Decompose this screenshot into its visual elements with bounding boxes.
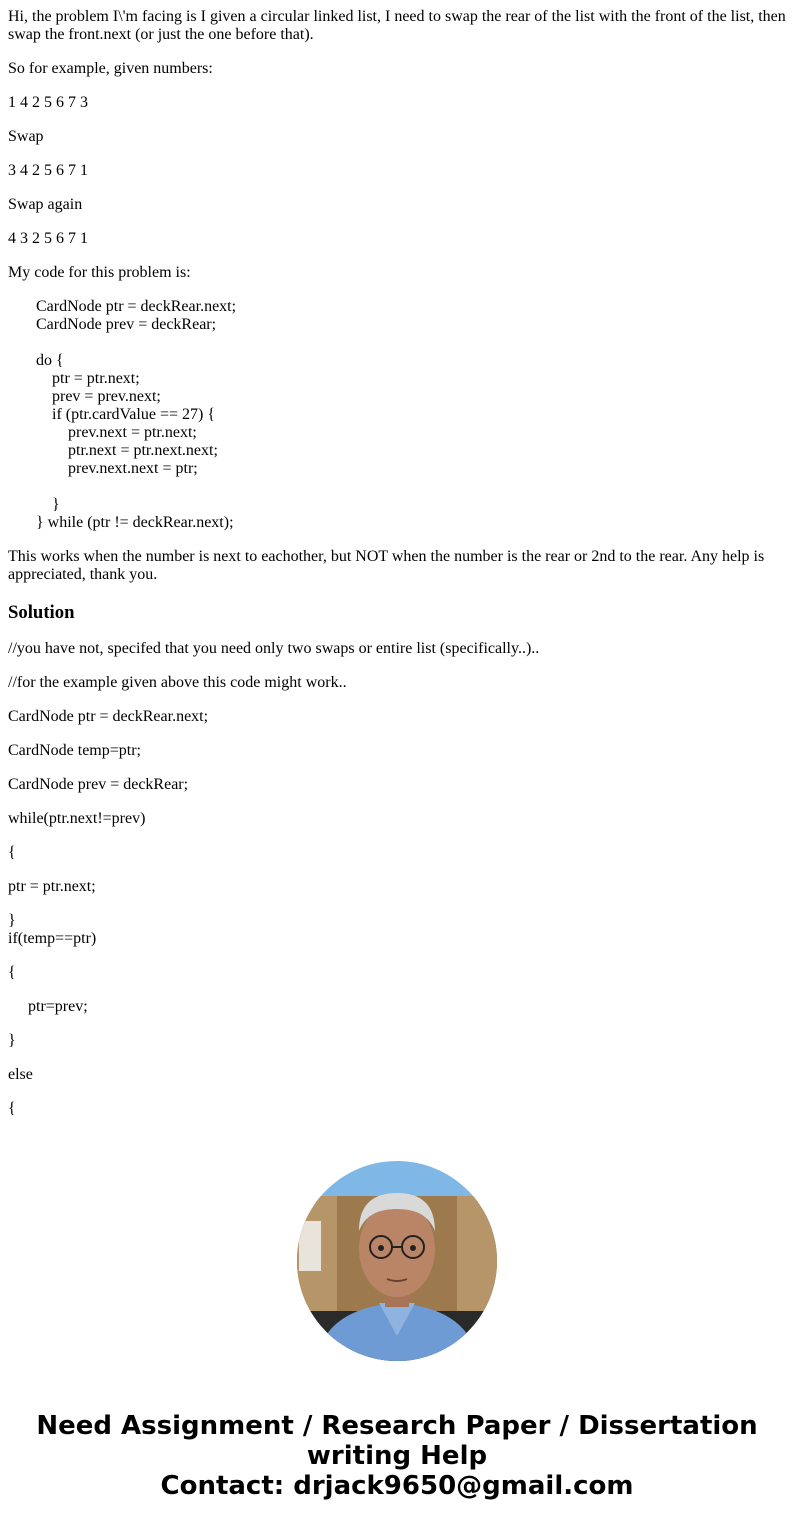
code-intro: My code for this problem is: xyxy=(8,264,191,281)
footer-line-1: Need Assignment / Research Paper / Dissertation xyxy=(36,1411,758,1441)
question-code-block: CardNode ptr = deckRear.next; CardNode prev = deckRear; do { ptr = ptr.next; prev = prev.next; if (ptr.cardValue == 27) { prev.next = ptr.next; ptr.next = ptr.next.next; prev.next.next = ptr; } } while (ptr != deckRear.next); xyxy=(36,298,237,531)
question-closing: This works when the number is next to eachother, but NOT when the number is the rear or 2nd to the rear. Any help is appreciated, thank you. xyxy=(8,548,765,583)
solution-line: { xyxy=(8,964,16,981)
solution-line: if(temp==ptr) xyxy=(8,930,97,947)
sequence-after-second-swap: 4 3 2 5 6 7 1 xyxy=(8,230,88,247)
solution-line: //you have not, specifed that you need only two swaps or entire list (specifically..).. xyxy=(8,640,540,657)
article-content xyxy=(0,8,794,1118)
solution-line: CardNode ptr = deckRear.next; xyxy=(8,708,209,725)
solution-line: else xyxy=(8,1066,33,1083)
footer-banner xyxy=(0,1411,794,1501)
solution-line: //for the example given above this code might work.. xyxy=(8,674,347,691)
solution-line: { xyxy=(8,1100,16,1117)
swap-label-2: Swap again xyxy=(8,196,83,213)
solution-line: ptr = ptr.next; xyxy=(8,878,96,895)
avatar-portrait-icon xyxy=(297,1161,497,1361)
author-avatar xyxy=(297,1161,497,1361)
swap-label-1: Swap xyxy=(8,128,44,145)
solution-line: while(ptr.next!=prev) xyxy=(8,810,146,827)
sequence-initial: 1 4 2 5 6 7 3 xyxy=(8,94,88,111)
example-intro: So for example, given numbers: xyxy=(8,60,213,77)
solution-line: } xyxy=(8,1032,16,1049)
sequence-after-swap: 3 4 2 5 6 7 1 xyxy=(8,162,88,179)
solution-line: { xyxy=(8,844,16,861)
question-intro: Hi, the problem I\'m facing is I given a circular linked list, I need to swap the rear of the list with the front of the list, then swap the front.next (or just the one before that). xyxy=(8,8,786,43)
solution-line: } xyxy=(8,912,16,929)
solution-line: CardNode prev = deckRear; xyxy=(8,776,189,793)
solution-line: ptr=prev; xyxy=(28,998,88,1015)
footer-contact: Contact: drjack9650@gmail.com xyxy=(160,1471,634,1501)
solution-heading: Solution xyxy=(8,602,75,623)
solution-line: CardNode temp=ptr; xyxy=(8,742,141,759)
footer-line-2: writing Help xyxy=(306,1441,488,1471)
